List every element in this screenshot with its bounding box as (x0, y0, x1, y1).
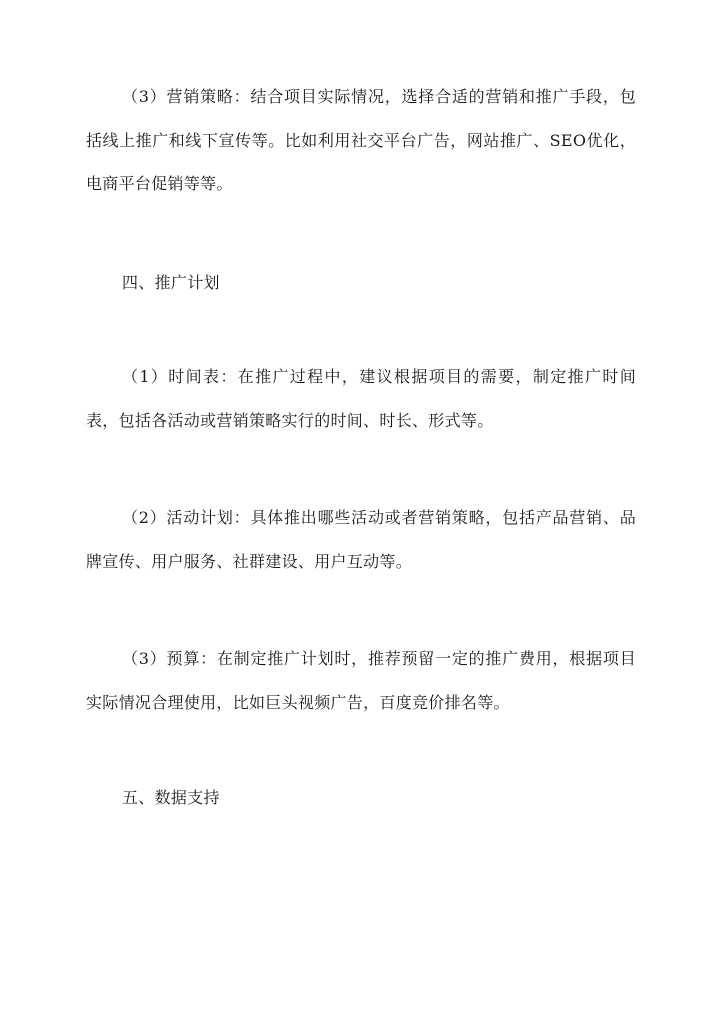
paragraph-activity-plan: （2）活动计划：具体推出哪些活动或者营销策略，包括产品营销、品牌宣传、用户服务、社群建设、用户互动等。 (86, 508, 636, 571)
section-heading-data-support: 五、数据支持 (122, 788, 220, 807)
paragraph-marketing-strategy: （3）营销策略：结合项目实际情况，选择合适的营销和推广手段，包括线上推广和线下宣传等。比如利用社交平台广告，网站推广、SEO优化，电商平台促销等等。 (86, 87, 636, 193)
paragraph-budget: （3）预算：在制定推广计划时，推荐预留一定的推广费用，根据项目实际情况合理使用，比如巨头视频广告，百度竞价排名等。 (86, 649, 636, 712)
section-heading-promotion-plan: 四、推广计划 (122, 273, 220, 292)
paragraph-timeline: （1）时间表：在推广过程中，建议根据项目的需要，制定推广时间表，包括各活动或营销策略实行的时间、时长、形式等。 (86, 367, 636, 430)
